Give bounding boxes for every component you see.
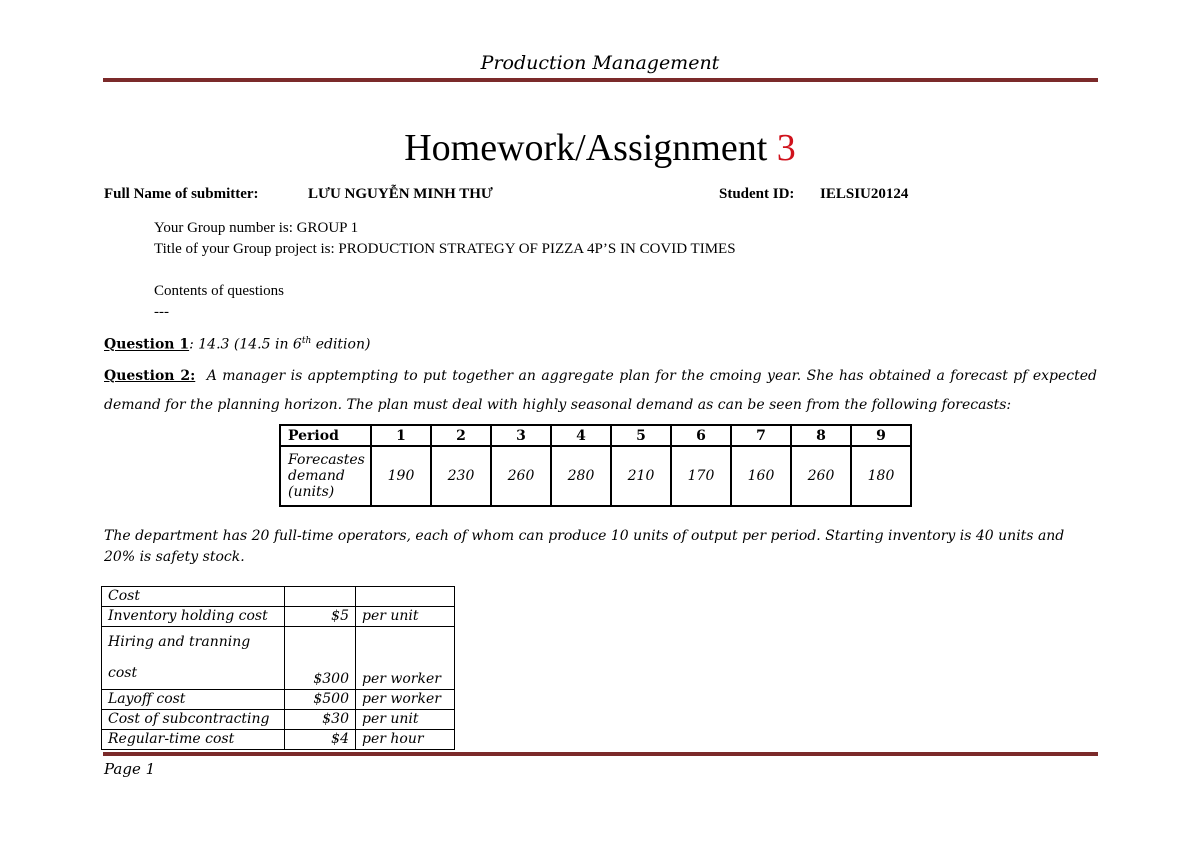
period-cell: 2 (431, 425, 491, 446)
question-1-text-pre: : 14.3 (14.5 in 6 (189, 336, 302, 353)
page-title-number: 3 (776, 127, 796, 169)
period-cell: 5 (611, 425, 671, 446)
header-rule (103, 78, 1098, 82)
cost-value: $300 (285, 627, 356, 690)
demand-cell: 170 (671, 446, 731, 506)
page-title-text: Homework/Assignment (404, 127, 768, 169)
cost-unit: per worker (356, 690, 455, 710)
cost-name: Inventory holding cost (102, 607, 285, 627)
demand-cell: 260 (791, 446, 851, 506)
submitter-name-label: Full Name of submitter: (104, 186, 259, 202)
cost-table (101, 586, 455, 750)
cost-value: $5 (285, 607, 356, 627)
contents-label: Contents of questions (154, 283, 284, 299)
submitter-name: LƯU NGUYỄN MINH THƯ (308, 186, 493, 202)
group-project-title: Title of your Group project is: PRODUCTION STRATEGY OF PIZZA 4P’S IN COVID TIMES (154, 241, 736, 257)
cost-name: Cost of subcontracting (102, 710, 285, 730)
group-number: Your Group number is: GROUP 1 (154, 220, 359, 236)
cost-row (102, 607, 455, 627)
cost-header-empty (356, 587, 455, 607)
contents-dashes: --- (154, 304, 169, 320)
cost-unit: per hour (356, 730, 455, 750)
student-id: IELSIU20124 (820, 186, 909, 202)
cost-row (102, 710, 455, 730)
cost-value: $500 (285, 690, 356, 710)
cost-header-empty (285, 587, 356, 607)
period-cell: 8 (791, 425, 851, 446)
question-2 (104, 362, 1097, 420)
question-1-label: Question 1 (104, 336, 190, 353)
cost-value: $30 (285, 710, 356, 730)
forecast-demand-row (280, 446, 911, 506)
cost-name: Regular-time cost (102, 730, 285, 750)
demand-cell: 210 (611, 446, 671, 506)
cost-row (102, 690, 455, 710)
forecast-table (279, 424, 912, 507)
demand-cell: 230 (431, 446, 491, 506)
period-cell: 1 (371, 425, 431, 446)
period-cell: 9 (851, 425, 911, 446)
page-title (0, 126, 1200, 170)
cost-header: Cost (102, 587, 285, 607)
cost-unit: per worker (356, 627, 455, 690)
demand-cell: 180 (851, 446, 911, 506)
period-label: Period (280, 425, 371, 446)
footer-rule (103, 752, 1098, 756)
header-title: Production Management (480, 52, 720, 74)
period-cell: 6 (671, 425, 731, 446)
cost-header-row (102, 587, 455, 607)
cost-name: Layoff cost (102, 690, 285, 710)
forecast-header-row (280, 425, 911, 446)
demand-cell: 280 (551, 446, 611, 506)
department-text: The department has 20 full-time operators, each of whom can produce 10 units of output per period. Starting inventory is 40 units and 20% is safety stock. (104, 528, 1065, 565)
page-number: Page 1 (104, 760, 156, 778)
period-cell: 3 (491, 425, 551, 446)
period-cell: 7 (731, 425, 791, 446)
question-2-text: A manager is apptempting to put together an aggregate plan for the cmoing year. She has obtained a forecast pf expected demand for the planning horizon. The plan must deal with highly seasonal demand as can be seen from the following forecasts: (104, 368, 1098, 413)
cost-row (102, 730, 455, 750)
question-1 (104, 336, 370, 353)
student-id-label: Student ID: (719, 186, 795, 202)
cost-value: $4 (285, 730, 356, 750)
demand-cell: 260 (491, 446, 551, 506)
period-cell: 4 (551, 425, 611, 446)
cost-name: Hiring and tranning cost (102, 627, 285, 690)
question-1-text-post: edition) (311, 336, 371, 353)
cost-unit: per unit (356, 607, 455, 627)
cost-unit: per unit (356, 710, 455, 730)
demand-label: Forecastes demand (units) (280, 446, 371, 506)
demand-cell: 160 (731, 446, 791, 506)
question-1-sup: th (301, 336, 312, 346)
cost-row (102, 627, 455, 690)
demand-cell: 190 (371, 446, 431, 506)
question-2-label: Question 2: (104, 368, 196, 384)
